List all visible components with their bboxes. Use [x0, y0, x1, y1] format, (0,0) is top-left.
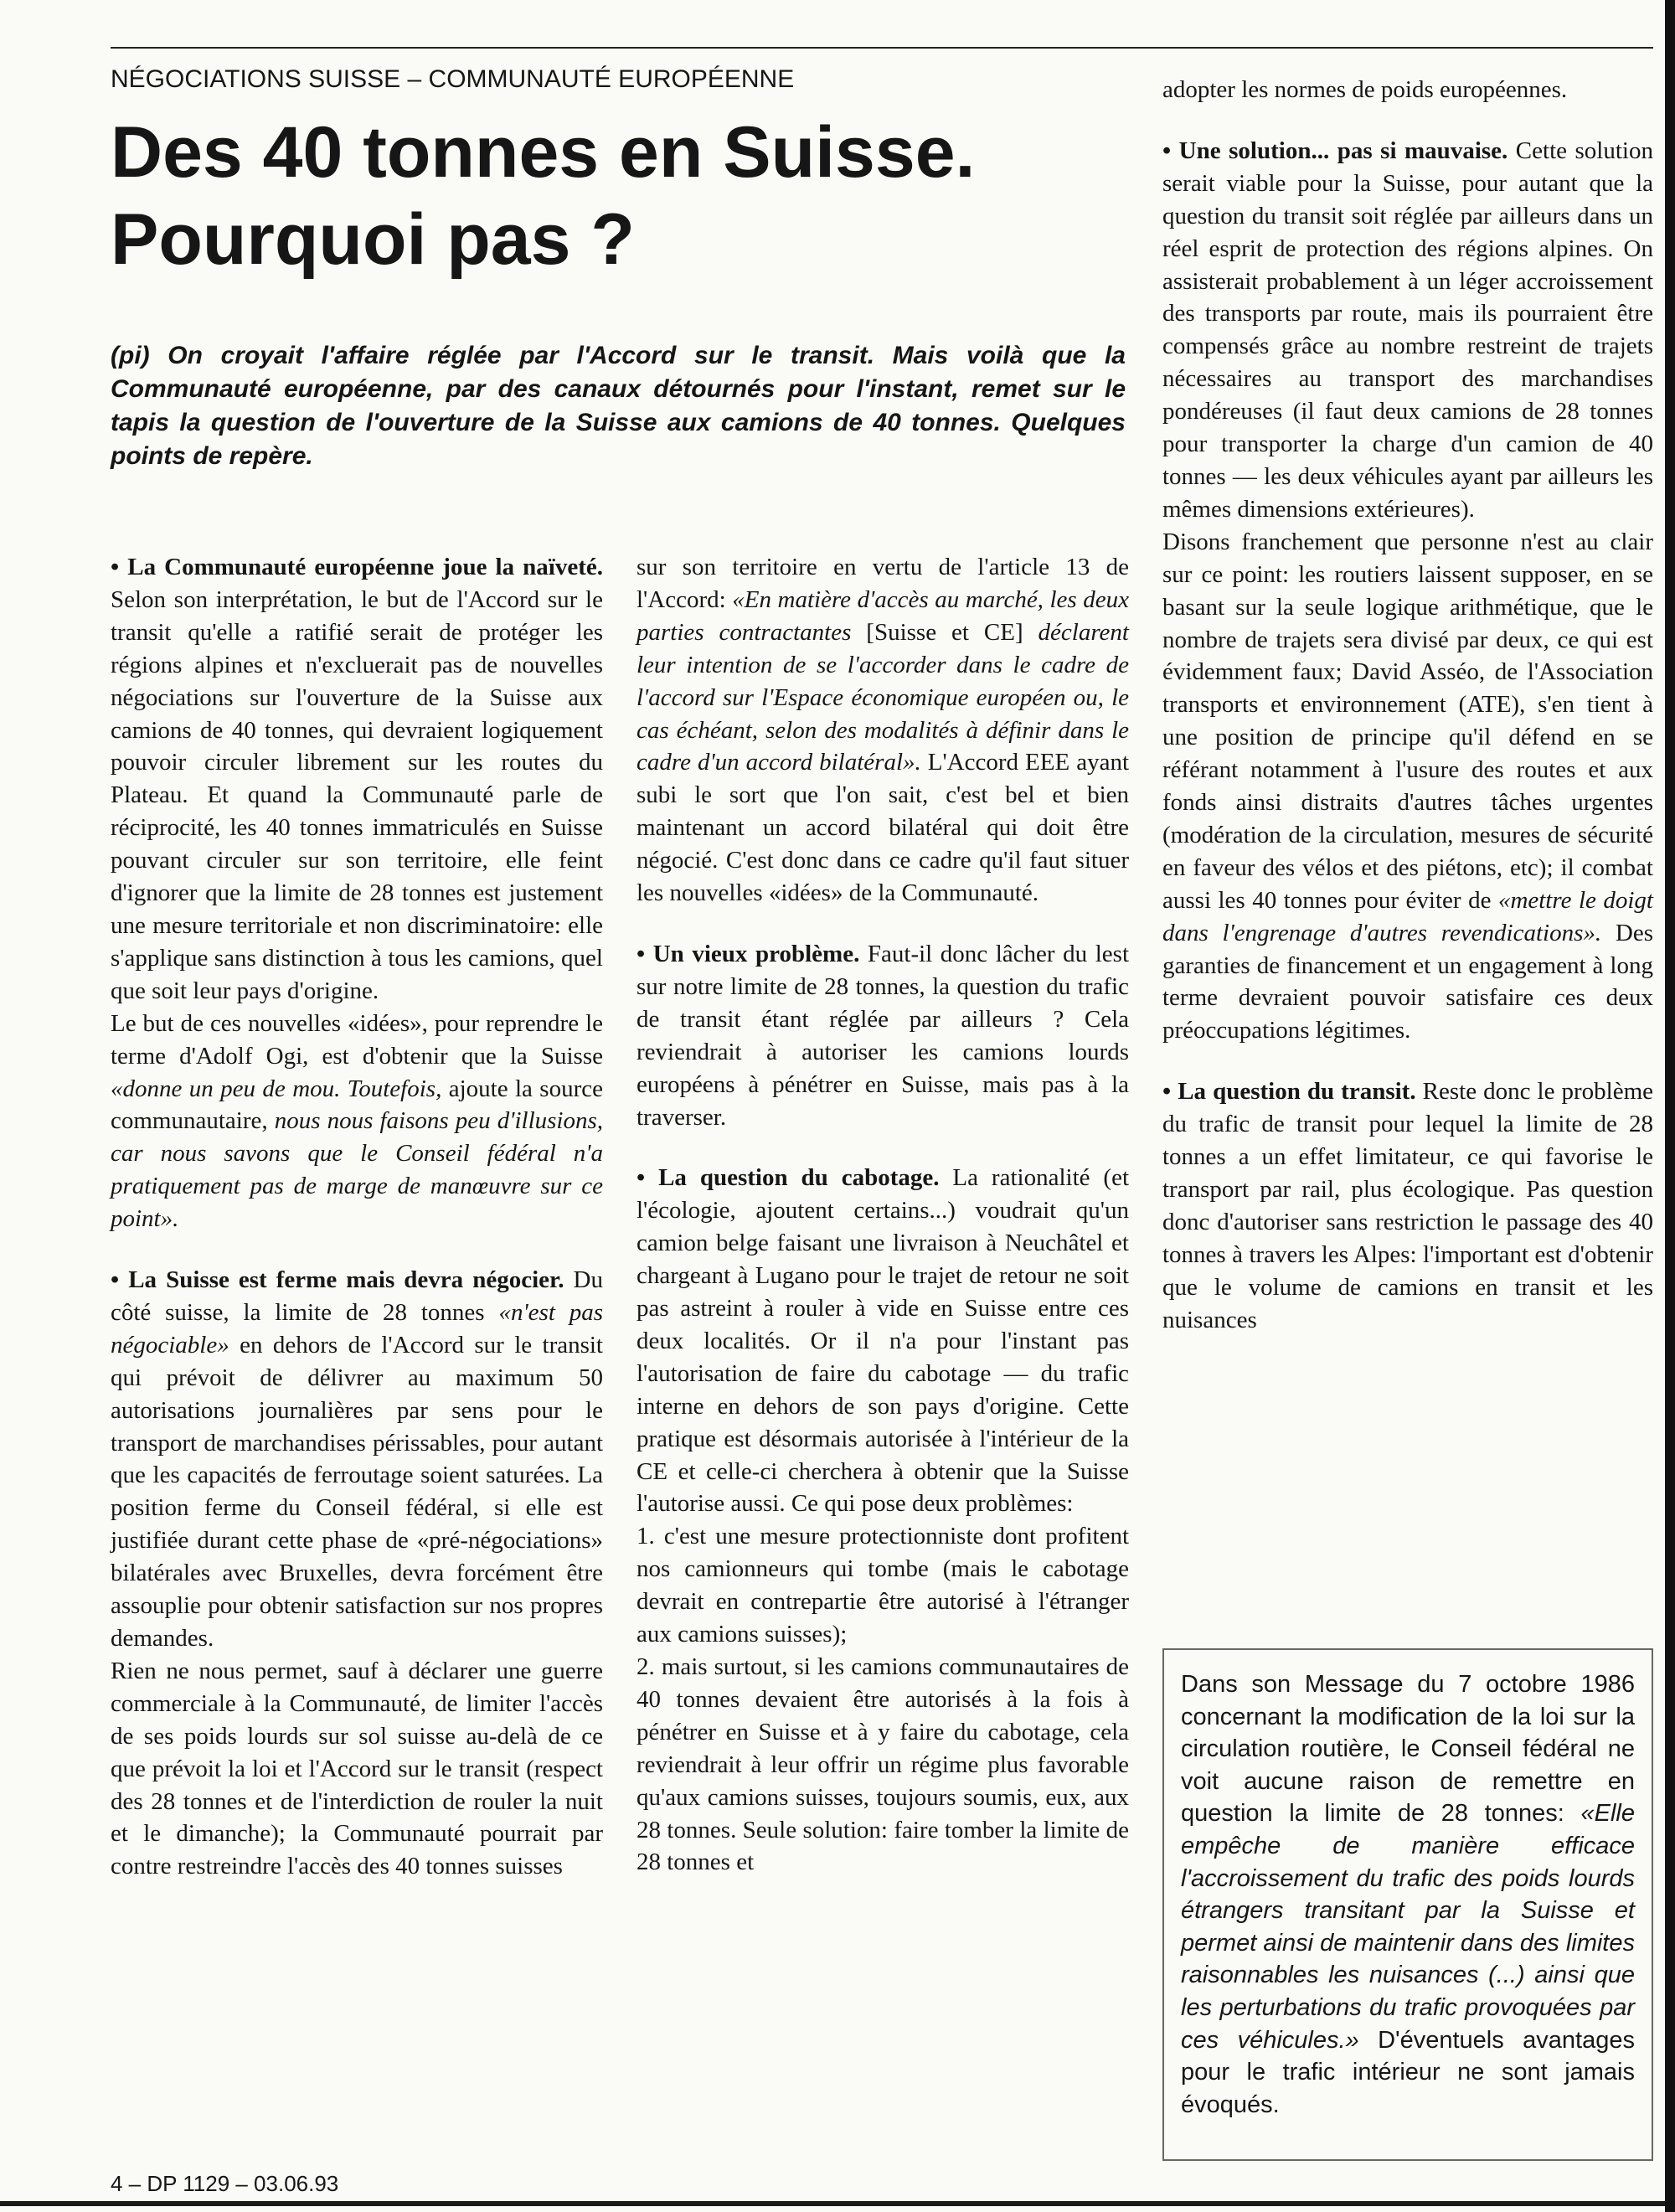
paragraph: 2. mais surtout, si les camions communautaires de 40 tonnes devaient être autorisés à la fois à pénétrer en Suisse et à y faire du cabotage, cela reviendrait à leur offrir un régime plus favorable qu'aux camions suisses, toujours soumis, eux, aux 28 tonnes. Seule solution: faire tomber la limite de 28 tonnes et — [636, 1653, 1129, 1876]
sidebar-box — [1162, 1648, 1653, 2161]
quote-text: «Elle empêche de manière efficace l'accroissement du trafic des poids lourds étrangers transitant par la Suisse et permet ainsi de maintenir dans des limites raisonnables les nuisances (...) ainsi que les perturbations du trafic provoquées par ces véhicules.» — [1181, 1800, 1635, 2054]
column-2 — [636, 551, 1129, 1879]
paragraph — [1162, 1075, 1653, 1336]
paragraph: 1. c'est une mesure protectionniste dont profitent nos camionneurs qui tombe (mais le cabotage devrait en contrepartie être autorisé à l'étranger aux camions suisses); — [636, 1523, 1129, 1648]
bottom-edge — [0, 2201, 1675, 2206]
section-heading: • Un vieux problème. — [636, 940, 860, 967]
headline — [111, 109, 1116, 283]
quote-text: nous nous faisons peu d'illusions, car nous savons que le Conseil fédéral n'a pratiquement pas de marge de manœuvre sur ce point». — [111, 1107, 604, 1233]
paragraph — [1162, 526, 1653, 1048]
kicker: NÉGOCIATIONS SUISSE – COMMUNAUTÉ EUROPÉENNE — [111, 65, 795, 93]
body-text: Disons franchement que personne n'est au clair sur ce point: les routiers laissent supposer, en se basant sur la seule logique arithmétique, que le nombre de trajets sera divisé par deux, ce qui est évidemment faux; David Asséo, de l'Association transports et environnement (ATE), s'en tient à une position de principe qu'il défend en se référant notamment à l'usure des routes et aux fonds ainsi distraits d'autres tâches urgentes (modération de la circulation, mesures de sécurité en faveur des vélos et des piétons, etc); il combat aussi les 40 tonnes pour éviter de — [1162, 528, 1653, 914]
body-text: L'Accord EEE ayant subi le sort que l'on sait, c'est bel et bien maintenant un accord bilatéral qui doit être négocié. C'est donc dans ce cadre qu'il faut situer les nouvelles «idées» de la Communauté. — [636, 749, 1129, 907]
paragraph — [111, 1008, 603, 1235]
body-text: [Suisse et CE] — [851, 618, 1038, 646]
body-text: D'éventuels avantages pour le trafic intérieur ne sont jamais évoqués. — [1181, 2026, 1635, 2118]
paragraph — [111, 551, 603, 1008]
body-text: Le but de ces nouvelles «idées», pour reprendre le terme d'Adolf Ogi, est d'obtenir que la Suisse — [111, 1009, 603, 1070]
paragraph — [636, 551, 1129, 910]
body-text: Reste donc le problème du trafic de transit pour lequel la limite de 28 tonnes a un effet limitateur, ce qui favorise le transport par rail, plus écologique. Pas question donc d'autoriser sans restriction le passage des 40 tonnes à travers les Alpes: l'important est d'obtenir que le volume de camions en transit et les nuisances — [1162, 1078, 1654, 1333]
body-text: Du côté suisse, la limite de 28 tonnes — [111, 1266, 603, 1326]
column-1 — [111, 551, 603, 1883]
quote-text: «n'est pas négociable» — [111, 1298, 604, 1359]
top-rule — [111, 47, 1653, 49]
body-text: Cette solution serait viable pour la Suisse, pour autant que la question du transit soit réglée par ailleurs dans un réel esprit de protection des régions alpines. On assisterait probablement à un léger accroissement des transports par route, mais ils pourraient être compensés grâce au nombre restreint de trajets nécessaires au transport des marchandises pondéreuses (il faut deux camions de 28 tonnes pour transporter la charge d'un camion de 40 tonnes — les deux véhicules ayant par ailleurs les mêmes dimensions extérieures). — [1162, 137, 1653, 523]
paragraph: adopter les normes de poids européennes. — [1162, 76, 1568, 103]
column-3 — [1162, 74, 1653, 1337]
body-text: La rationalité (et l'écologie, ajoutent certains...) voudrait qu'un camion belge faisant une livraison à Neuchâtel et chargeant à Lugano pour le trajet de retour ne soit pas astreint à rouler à vide en Suisse entre ces deux localités. Or il n'a pour l'instant pas l'autorisation de faire du cabotage — du trafic interne en dehors de son pays d'origine. Cette pratique est désormais autorisée à l'intérieur de la CE et celle-ci cherchera à obtenir que la Suisse l'autorise aussi. Ce qui pose deux problèmes: — [636, 1164, 1130, 1518]
section-heading: • La Communauté européenne joue la naïveté. — [111, 554, 603, 580]
right-edge — [1665, 0, 1675, 2212]
body-text: Selon son interprétation, le but de l'Accord sur le transit qu'elle a ratifié serait de protéger les régions alpines et n'excluerait pas de nouvelles négociations sur l'ouverture de la Suisse aux camions de 40 tonnes, qui devraient logiquement pouvoir circuler librement sur les routes du Plateau. Et quand la Communauté parle de réciprocité, les 40 tonnes immatriculés en Suisse pouvant circuler sur son territoire, elle feint d'ignorer que la limite de 28 tonnes est justement une mesure territoriale et non discriminatoire: elle s'applique sans distinction à tous les camions, quel que soit leur pays d'origine. — [111, 585, 603, 1004]
body-text: Des garanties de financement et un engagement à long terme devraient pouvoir satisfaire ces deux préoccupations légitimes. — [1162, 919, 1653, 1044]
quote-text: déclarent leur intention de se l'accorder dans le cadre de l'accord sur l'Espace économique européen ou, le cas échéant, selon des modalités à définir dans le cadre d'un accord bilatéral». — [636, 618, 1129, 776]
sidebar-box-text — [1181, 1668, 1635, 2121]
body-text: en dehors de l'Accord sur le transit qui prévoit de délivrer au maximum 50 autorisations journalières par sens pour le transport de marchandises périssables, pour autant que les capacités de ferroutage soient saturées. La position ferme du Conseil fédéral, si elle est justifiée durant cette phase de «pré-négociations» bilatérales avec Bruxelles, devra forcément être assouplie pour obtenir satisfaction sur nos propres demandes. — [111, 1331, 603, 1652]
body-text: sur son territoire en vertu de l'article 13 de l'Accord: — [636, 554, 1129, 613]
body-text: Dans son Message du 7 octobre 1986 concernant la modification de la loi sur la circulation routière, le Conseil fédéral ne voit aucune raison de remettre en question la limite de 28 tonnes: — [1181, 1671, 1635, 1828]
headline-line-1: Des 40 tonnes en Suisse. — [111, 112, 976, 193]
paragraph — [1162, 135, 1653, 526]
paragraph: Rien ne nous permet, sauf à déclarer une guerre commerciale à la Communauté, de limiter l'accès de ses poids lourds sur sol suisse au-delà de ce que prévoit la loi et l'Accord sur le transit (respect des 28 tonnes et de l'interdiction de rouler la nuit et le dimanche); la Communauté pourrait par contre restreindre l'accès des 40 tonnes suisses — [111, 1657, 603, 1880]
paragraph — [636, 1162, 1129, 1520]
body-text: ajoute la source communautaire, — [111, 1075, 603, 1135]
section-heading: • La question du cabotage. — [636, 1164, 940, 1192]
quote-text: «donne un peu de mou. Toutefois, — [111, 1075, 442, 1102]
quote-text: «mettre le doigt dans l'engrenage d'autres revendications». — [1162, 886, 1653, 946]
section-heading: • La question du transit. — [1162, 1078, 1416, 1106]
section-heading: • Une solution... pas si mauvaise. — [1162, 137, 1508, 164]
headline-line-2: Pourquoi pas ? — [111, 199, 635, 280]
paragraph — [111, 1264, 603, 1655]
page-footer: 4 – DP 1129 – 03.06.93 — [111, 2171, 339, 2196]
section-heading: • La Suisse est ferme mais devra négocier. — [111, 1266, 564, 1294]
quote-text: «En matière d'accès au marché, les deux parties contractantes — [636, 585, 1130, 646]
lead-paragraph: (pi) On croyait l'affaire réglée par l'Accord sur le transit. Mais voilà que la Communauté européenne, par des canaux détournés pour l'instant, remet sur le tapis la question de l'ouverture de la Suisse aux camions de 40 tonnes. Quelques points de repère. — [111, 342, 1126, 470]
body-text: Faut-il donc lâcher du lest sur notre limite de 28 tonnes, la question du trafic de transit étant réglée par ailleurs ? Cela reviendrait à autoriser les camions lourds européens à pénétrer en Suisse, mais pas à la traverser. — [636, 940, 1129, 1131]
paragraph — [636, 938, 1129, 1133]
